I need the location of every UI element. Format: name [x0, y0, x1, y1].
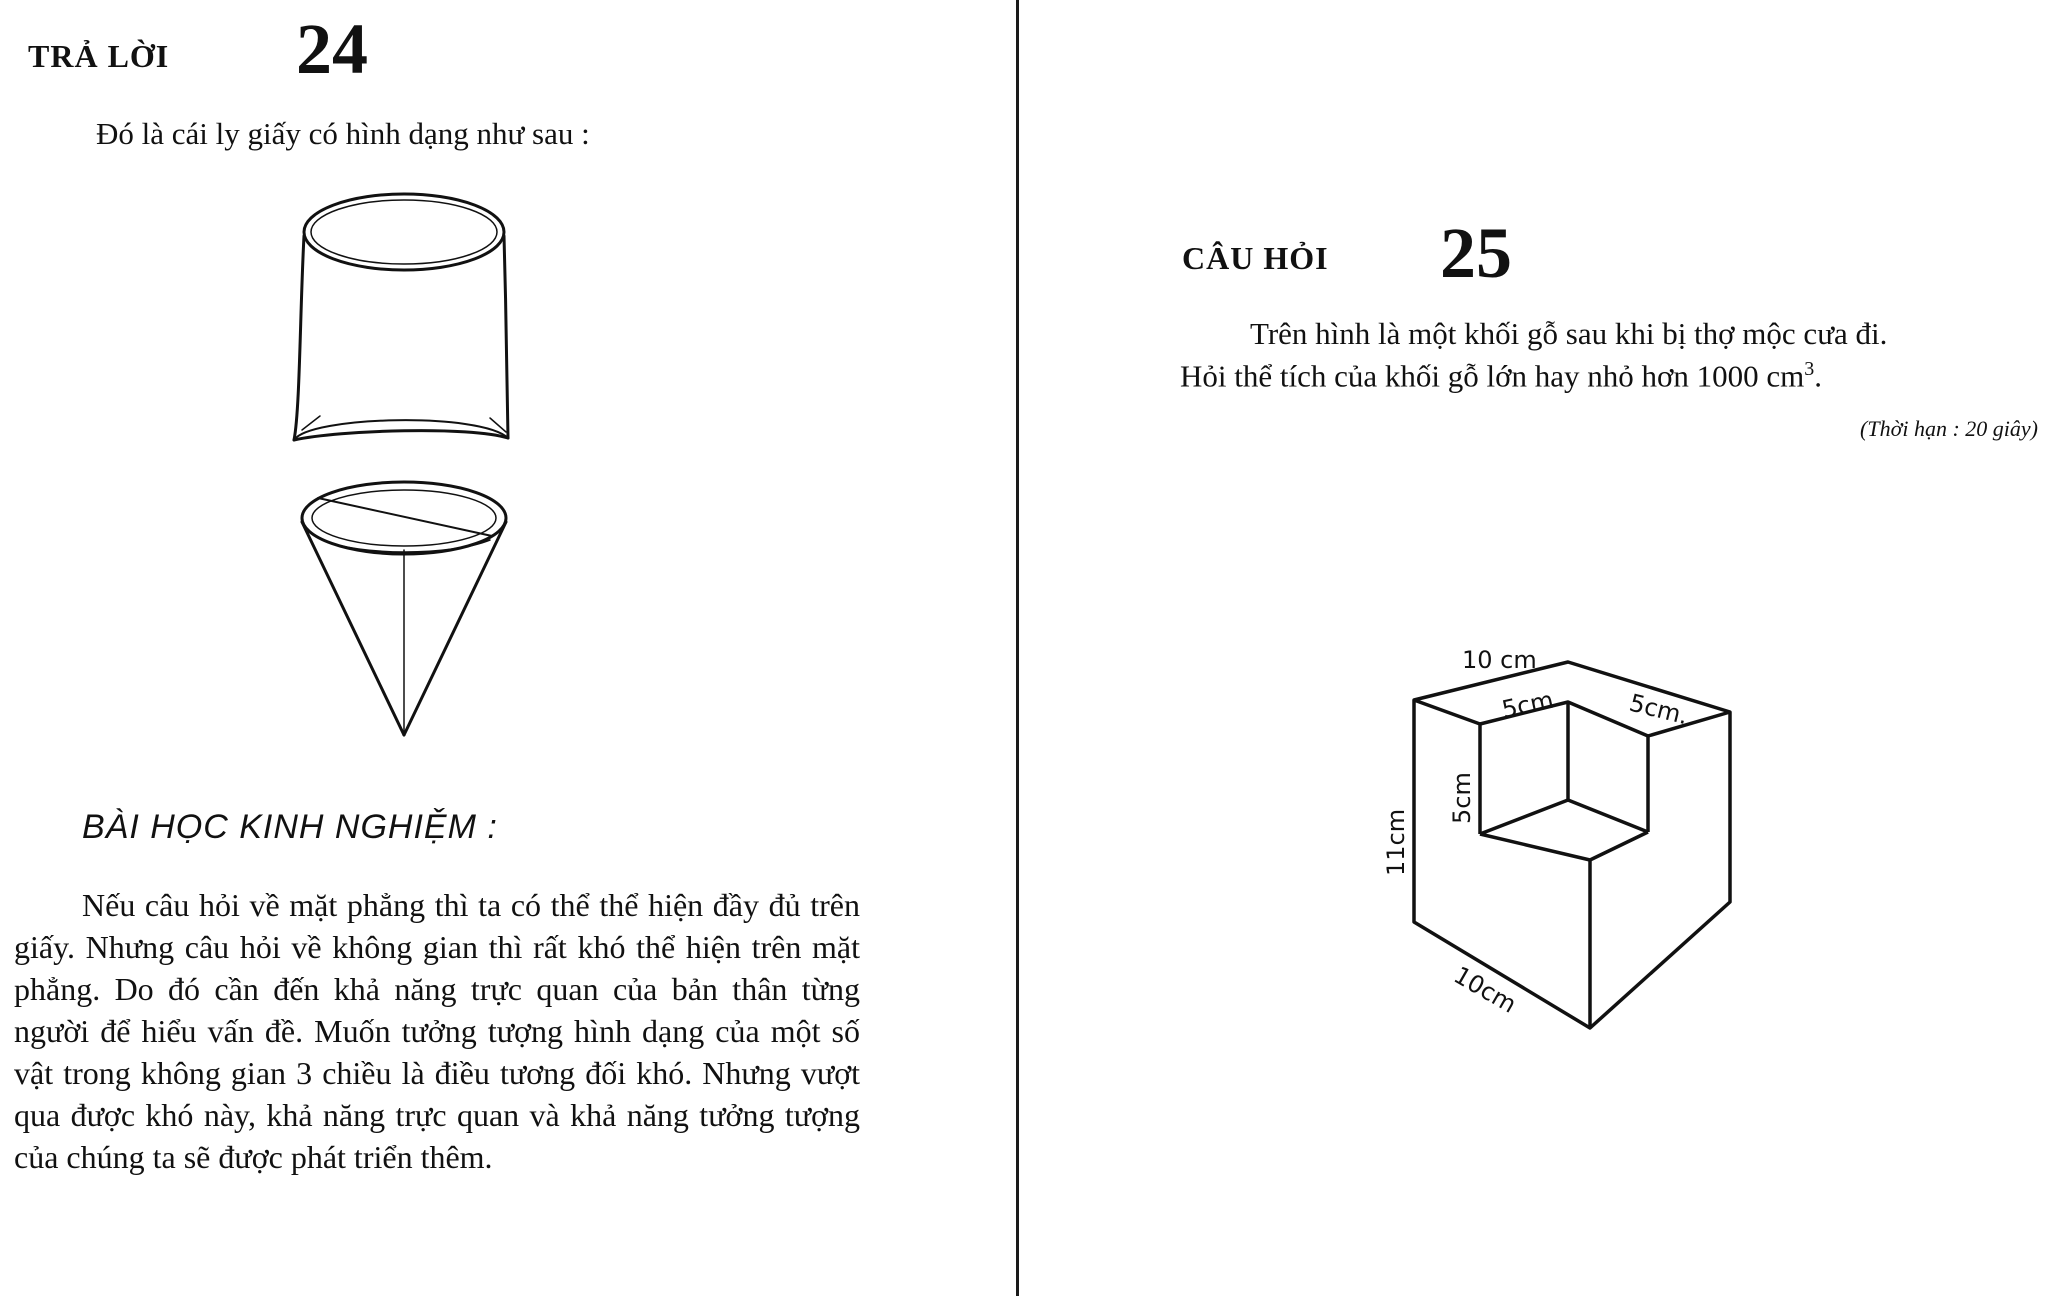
label-inner-height: 5cm	[1448, 772, 1476, 824]
wood-block-diagram	[1330, 640, 1800, 1050]
question-line-2-end: .	[1814, 358, 1823, 394]
cup-rim-ellipse	[304, 194, 504, 270]
question-line-2	[1180, 358, 1822, 394]
label-top-depth: 10 cm	[1462, 646, 1537, 674]
question-heading-number: 25	[1440, 213, 1512, 293]
label-top-left: 5cm	[1499, 685, 1556, 724]
question-line-2-text: Hỏi thể tích của khối gỗ lớn hay nhỏ hơn 1000 cm	[1180, 358, 1805, 394]
label-height: 11cm	[1382, 808, 1410, 876]
lesson-title: BÀI HỌC KINH NGHIỆM :	[82, 808, 498, 846]
answer-heading-label: TRẢ LỜI	[28, 38, 170, 74]
answer-intro-text: Đó là cái ly giấy có hình dạng như sau :	[96, 116, 590, 151]
right-page	[1020, 0, 2048, 1296]
lesson-paragraph: Nếu câu hỏi về mặt phẳng thì ta có thể thể hiện đầy đủ trên giấy. Nhưng câu hỏi về không gian thì rất khó thể hiện trên mặt phẳng. Do đó cần đến khả năng trực quan của bản thân từng người để hiểu vấn đề. Muốn tưởng tượng hình dạng của một số vật trong không gian 3 chiều là điều tương đối khó. Nhưng vượt qua được khó này, khả năng trực quan và khả năng tưởng tượng của chúng ta sẽ được phát triển thêm.	[14, 887, 860, 1175]
question-exponent: 3	[1804, 358, 1815, 380]
answer-heading-number: 24	[296, 9, 368, 89]
page-gutter-line	[1016, 0, 1019, 1296]
time-limit-note: (Thời hạn : 20 giây)	[1860, 416, 2038, 441]
paper-cup-illustration	[280, 180, 530, 750]
left-page	[0, 0, 1018, 1296]
label-top-right: 5cm.	[1626, 688, 1692, 731]
question-heading-label: CÂU HỎI	[1182, 240, 1329, 276]
label-width: 10cm	[1449, 960, 1522, 1019]
question-line-1: Trên hình là một khối gỗ sau khi bị thợ mộc cưa đi.	[1250, 316, 1888, 351]
